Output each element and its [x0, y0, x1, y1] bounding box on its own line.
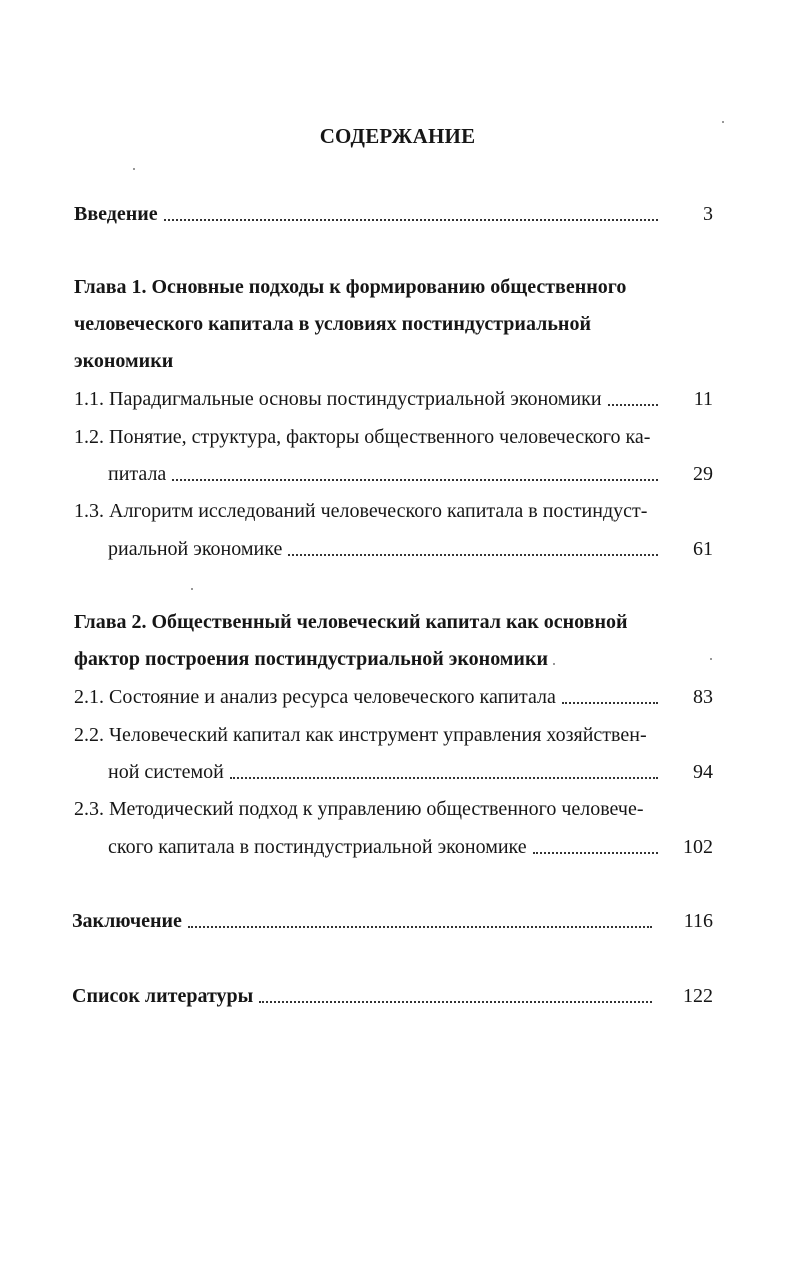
toc-entry-label: питала: [108, 463, 167, 485]
toc-entry-label: Заключение: [72, 910, 182, 932]
toc-entry-label: риальной экономике: [108, 538, 283, 560]
toc-entry-label: ной системой: [108, 761, 224, 783]
toc-entry-label: 2.1. Состояние и анализ ресурса человеческого капитала: [74, 686, 556, 708]
toc-entry-2-2[interactable]: [108, 758, 658, 786]
toc-page-number: 102: [683, 836, 713, 858]
dot-leader: [164, 219, 658, 221]
toc-page-number: 11: [693, 388, 713, 410]
toc-entry-conclusion[interactable]: [72, 907, 652, 935]
scan-speck: [722, 121, 724, 123]
toc-entry-1-3[interactable]: [108, 535, 658, 563]
chapter-1-heading-line-3[interactable]: экономики: [74, 350, 174, 372]
toc-entry-introduction[interactable]: [74, 200, 658, 228]
dot-leader: [188, 926, 652, 928]
toc-entry-2-1[interactable]: [74, 683, 658, 711]
dot-leader: [288, 554, 658, 556]
dot-leader: [533, 852, 658, 854]
toc-entry-2-3[interactable]: [108, 833, 658, 861]
toc-entry-2-2-line-1[interactable]: 2.2. Человеческий капитал как инструмент управления хозяйствен-: [74, 724, 647, 746]
dot-leader: [562, 702, 658, 704]
toc-entry-label: Введение: [74, 203, 158, 225]
toc-entry-1-2-line-1[interactable]: 1.2. Понятие, структура, факторы общественного человеческого ка-: [74, 426, 651, 448]
dot-leader: [608, 404, 658, 406]
chapter-1-heading-line-1[interactable]: Глава 1. Основные подходы к формированию общественного: [74, 276, 627, 298]
toc-page-number: 3: [703, 203, 713, 225]
toc-page-number: 29: [693, 463, 713, 485]
scan-speck: [191, 588, 193, 590]
toc-page-number: 83: [693, 686, 713, 708]
toc-entry-label: 1.1. Парадигмальные основы постиндустриальной экономики: [74, 388, 602, 410]
scan-speck: [710, 658, 712, 660]
dot-leader: [230, 777, 658, 779]
toc-entry-label: Список литературы: [72, 985, 254, 1007]
toc-page-number: 122: [683, 985, 713, 1007]
toc-page-number: 94: [693, 761, 713, 783]
chapter-1-heading-line-2[interactable]: человеческого капитала в условиях постиндустриальной: [74, 313, 591, 335]
page-title: СОДЕРЖАНИЕ: [319, 124, 476, 148]
toc-entry-2-3-line-1[interactable]: 2.3. Методический подход к управлению общественного человече-: [74, 798, 644, 820]
toc-entry-1-2[interactable]: [108, 460, 658, 488]
scan-speck: [553, 663, 555, 665]
scan-speck: [133, 168, 135, 170]
toc-page-number: 116: [683, 910, 713, 932]
toc-entry-1-3-line-1[interactable]: 1.3. Алгоритм исследований человеческого капитала в постиндуст-: [74, 500, 648, 522]
toc-entry-1-1[interactable]: [74, 385, 658, 413]
dot-leader: [259, 1001, 652, 1003]
toc-page-number: 61: [693, 538, 713, 560]
chapter-2-heading-line-1[interactable]: Глава 2. Общественный человеческий капитал как основной: [74, 611, 628, 633]
toc-entry-references[interactable]: [72, 982, 652, 1010]
chapter-2-heading-line-2[interactable]: фактор построения постиндустриальной экономики: [74, 648, 549, 670]
dot-leader: [172, 479, 658, 481]
toc-entry-label: ского капитала в постиндустриальной экономике: [108, 836, 527, 858]
